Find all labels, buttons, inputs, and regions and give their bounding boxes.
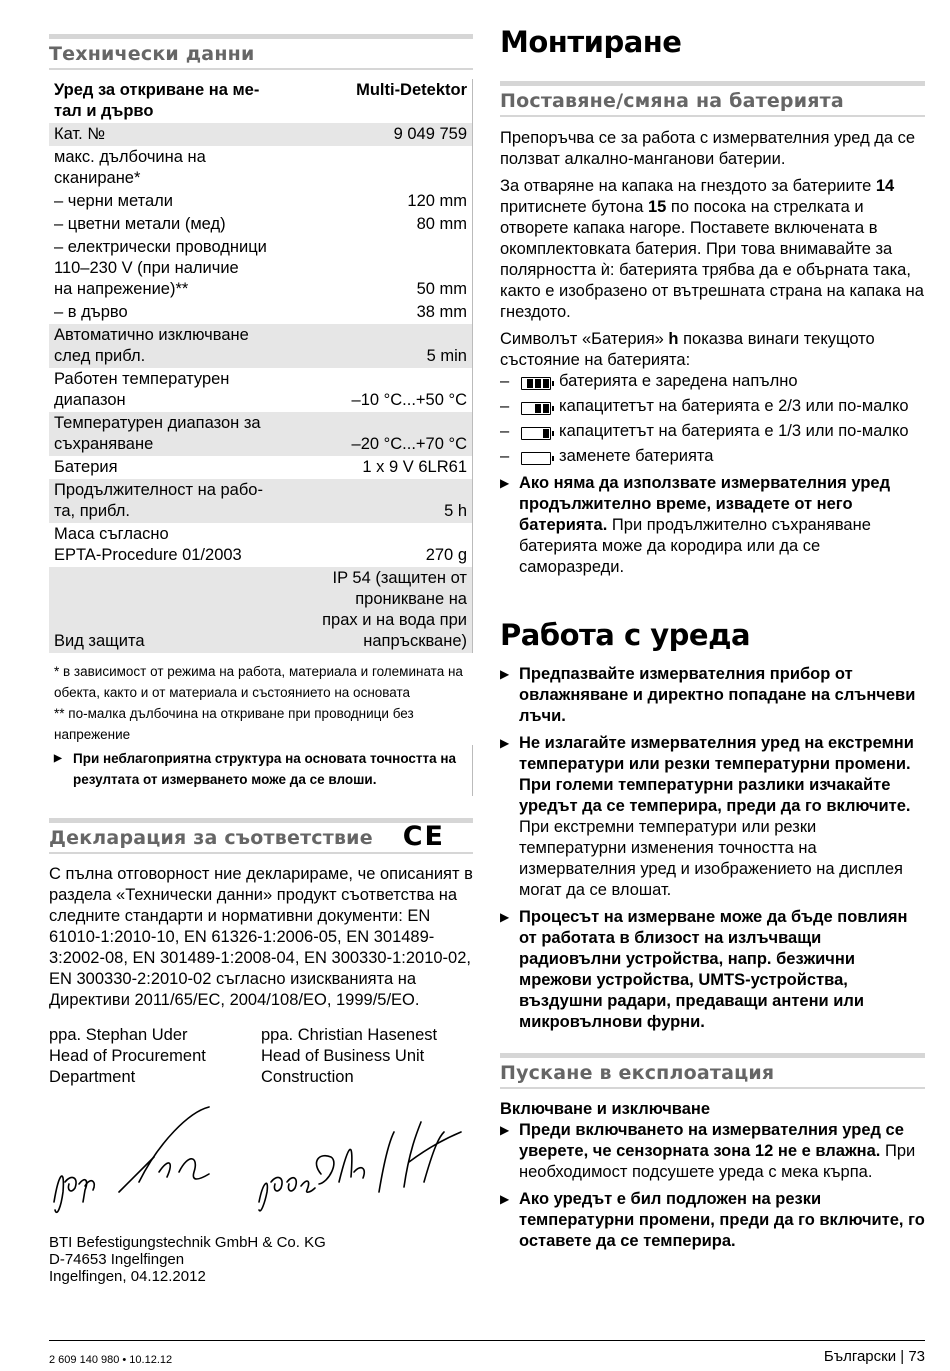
spec-label: Работен температурен диапазон (54, 370, 230, 409)
spec-row (49, 324, 472, 368)
spec-label: – черни метали (54, 192, 173, 210)
spec-row (49, 479, 472, 523)
spec-label: Вид защита (54, 632, 145, 650)
right-column (500, 25, 925, 1258)
spec-label: Продължителност на рабо- та, прибл. (54, 481, 263, 520)
page-footer (49, 1340, 925, 1366)
spec-row (49, 456, 472, 479)
spec-value: Multi-Detektor (356, 81, 467, 99)
dash-bullet: – (500, 422, 510, 440)
spec-value: –10 °C...+50 °C (351, 391, 467, 409)
battery-status-text: капацитетът на батерията е 2/3 или по-малко (559, 397, 909, 415)
triangle-bullet-icon: ▶ (500, 476, 510, 490)
spec-value: 270 g (425, 546, 467, 564)
spec-label: Батерия (54, 458, 118, 476)
operation-heading: Работа с уреда (500, 618, 751, 652)
spec-value: 80 mm (416, 215, 467, 233)
spec-value: 5 h (444, 502, 467, 520)
battery-status-item (500, 371, 925, 396)
battery-para-3: Символът «Батерия» h показва винаги текущото състояние на батерията: (500, 330, 875, 369)
spec-row (49, 523, 472, 567)
spec-label: макс. дълбочина на сканиране* (54, 148, 206, 187)
document-code: 2 609 140 980 • 10.12.12 (49, 1354, 173, 1366)
battery-level-icon (521, 396, 559, 421)
startup-warning-2: ▶ Ако уредът е бил подложен на резки температурни промени, преди да го включите, го оставете да се темперира. (500, 1190, 925, 1250)
spec-value: 5 min (426, 347, 467, 365)
signature-drawing (49, 1102, 473, 1217)
triangle-bullet-icon: ▶ (500, 736, 510, 750)
signatory-2: ppa. Christian Hasenest Head of Business Unit Construction (261, 1026, 438, 1086)
handwritten-signatures (49, 1102, 473, 1212)
battery-level-icon (521, 446, 559, 471)
battery-status-item (500, 446, 925, 471)
battery-level-icon (521, 421, 559, 446)
signatory-1: ppa. Stephan Uder Head of Procurement Department (49, 1026, 206, 1086)
left-column (49, 34, 473, 1285)
spec-label: Автоматично изключване след прибл. (54, 326, 249, 365)
spec-row (49, 236, 472, 301)
battery-warning: ▶ Ако няма да използвате измервателния уред продължително време, извадете от него батерията. При продължително съхраняване батерията може да кородира или да се саморазреди. (500, 474, 891, 576)
operation-warning-3: ▶ Процесът на измерване може да бъде повлиян от работата в близост на излъчващи радиовълни устройства, напр. безжични мрежови устройства, UMTS-устройства, въздушни радари, предаващи антени или микровълнови фурни. (500, 908, 908, 1031)
triangle-bullet-icon: ▶ (500, 1123, 510, 1137)
spec-label: Уред за откриване на ме- тал и дърво (54, 81, 260, 120)
triangle-bullet-icon: ▶ (500, 667, 510, 681)
footnote-1: * в зависимост от режима на работа, материала и големината на обекта, както и от материала и състоянието на основата (54, 664, 463, 700)
page-number: Български | 73 (823, 1348, 925, 1365)
on-off-heading: Включване и изключване (500, 1100, 711, 1118)
battery-level-icon (521, 371, 559, 396)
tech-data-heading: Технически данни (49, 34, 473, 70)
triangle-bullet-icon: ▶ (500, 910, 510, 924)
battery-status-item (500, 421, 925, 446)
battery-heading: Поставяне/смяна на батерията (500, 81, 925, 117)
spec-value: 38 mm (416, 303, 467, 321)
dash-bullet: – (500, 372, 510, 390)
startup-heading: Пускане в експлоатация (500, 1053, 925, 1089)
company-address: BTI Befestigungstechnik GmbH & Co. KG D-74653 Ingelfingen Ingelfingen, 04.12.2012 (49, 1234, 326, 1285)
battery-status-item (500, 396, 925, 421)
operation-warning-1: ▶ Предпазвайте измервателния прибор от овлажняване и директно попадане на слънчеви лъчи. (500, 665, 916, 725)
spec-row (49, 213, 472, 236)
spec-table (49, 79, 473, 653)
triangle-bullet-icon: ▶ (500, 1192, 510, 1206)
startup-warning-1: ▶ Преди включването на измервателния уред се уверете, че сензорната зона 12 не е влажна. При необходимост подсушете уреда с мека кърпа. (500, 1121, 916, 1181)
declaration-text: С пълна отговорност ние декларираме, че описаният в раздела «Технически данни» продукт съответства на следните стандарти и нормативни документи: EN 61010-1:2010-10, EN 61326-1:2006-05, EN 301489-3:2002-08, EN 301489-1:2008-04, EN 300330-1:2010-02, EN 300330-2:2010-02 съгласно изискванията на Директиви 2011/65/EC, 2004/108/EO, 1999/5/EO. (49, 865, 473, 1009)
declaration-heading: Декларация за съответствие CE (49, 818, 473, 854)
battery-status-text: капацитетът на батерията е 1/3 или по-малко (559, 422, 909, 440)
footnote-warning: ▶ При неблагоприятна структура на основата точността на резултата от измерването може да се влоши. (49, 745, 473, 796)
spec-row (49, 146, 472, 190)
spec-row (49, 190, 472, 213)
footnote-2: ** по-малка дълбочина на откриване при проводници без напрежение (54, 706, 414, 742)
spec-value: 1 x 9 V 6LR61 (362, 458, 467, 476)
spec-value: 9 049 759 (393, 125, 467, 143)
signatures (49, 1025, 473, 1088)
spec-value: 120 mm (407, 192, 467, 210)
battery-status-list (500, 371, 925, 471)
operation-warning-2: ▶ Не излагайте измервателния уред на екстремни температури или резки температурни промени. При големи температурни разлики изчакайте уредът да се темперира, преди да го включите. При екстремни температури или резки температурни изменения точността на измервателния уред и изображението на дисплея могат да се влошат. (500, 734, 914, 899)
spec-value: –20 °C...+70 °C (351, 435, 467, 453)
spec-row (49, 412, 472, 456)
spec-label: – електрически проводници 110–230 V (при наличие на напрежение)** (54, 238, 267, 298)
battery-status-text: заменете батерията (559, 447, 714, 465)
spec-value: 50 mm (416, 280, 467, 298)
spec-row (49, 301, 472, 324)
spec-row (49, 79, 472, 123)
battery-status-text: батерията е заредена напълно (559, 372, 798, 390)
spec-row (49, 123, 472, 146)
spec-value: IP 54 (защитен от проникване на прах и на вода при напръскване) (322, 569, 467, 650)
spec-row (49, 368, 472, 412)
spec-label: Маса съгласно EPTA-Procedure 01/2003 (54, 525, 242, 564)
spec-label: Температурен диапазон за съхраняване (54, 414, 261, 453)
dash-bullet: – (500, 447, 510, 465)
mounting-heading: Монтиране (500, 25, 682, 59)
spec-label: – цветни метали (мед) (54, 215, 226, 233)
spec-label: Кат. № (54, 125, 106, 143)
triangle-bullet-icon: ▶ (54, 753, 62, 764)
battery-para-2: За отваряне на капака на гнездото за батериите 14 притиснете бутона 15 по посока на стрелката и отворете капака нагоре. Поставете включената в окомплектовката батерия. При това внимавайте за полярността ѝ: батерията трябва да е обърната така, както е изобразено от вътрешната страна на капака на гнездото. (500, 177, 924, 321)
ce-mark-icon: CE (402, 821, 445, 852)
dash-bullet: – (500, 397, 510, 415)
spec-row (49, 567, 472, 653)
spec-label: – в дърво (54, 303, 128, 321)
battery-para-1: Препоръчва се за работа с измервателния уред да се ползват алкално-манганови батерии. (500, 129, 916, 168)
